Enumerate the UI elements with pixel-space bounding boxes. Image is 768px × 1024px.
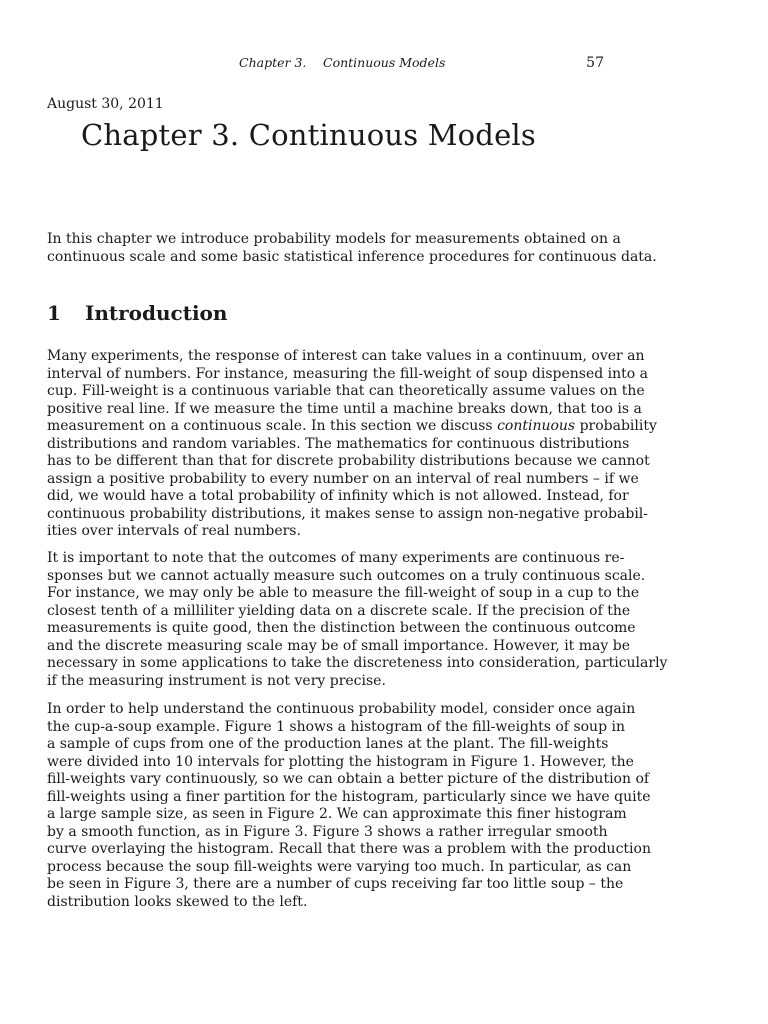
running-head <box>47 55 604 73</box>
text-line: has to be different than that for discrete probability distributions because we cannot <box>47 453 650 469</box>
text-line: ities over intervals of real numbers. <box>47 523 301 539</box>
text-line: In this chapter we introduce probability models for measurements obtained on a <box>47 231 621 247</box>
paragraph <box>47 348 657 541</box>
text-line: cup. Fill-weight is a continuous variable that can theoretically assume values on the <box>47 383 645 399</box>
text-line: the cup-a-soup example. Figure 1 shows a histogram of the fill-weights of soup in <box>47 718 625 735</box>
text-line: interval of numbers. For instance, measuring the fill-weight of soup dispensed into a <box>47 365 649 382</box>
text-line: distribution looks skewed to the left. <box>47 893 308 910</box>
text-line: It is important to note that the outcomes of many experiments are continuous re- <box>47 550 625 566</box>
text-line: sponses but we cannot actually measure such outcomes on a truly continuous scale. <box>47 567 646 584</box>
text-line: measurements is quite good, then the distinction between the continuous outcome <box>47 620 636 636</box>
text-line: did, we would have a total probability of infinity which is not allowed. Instead, for <box>47 488 629 504</box>
chapter-title: Chapter 3. Continuous Models <box>81 118 536 152</box>
text-line: be seen in Figure 3, there are a number of cups receiving far too little soup – the <box>47 876 624 892</box>
text-line: Many experiments, the response of interest can take values in a continuum, over an <box>47 348 645 364</box>
text-segment: measurement on a continuous scale. In this section we discuss <box>47 418 493 434</box>
text-line: closest tenth of a milliliter yielding data on a discrete scale. If the precision of the <box>47 602 631 619</box>
text-segment: probability <box>579 418 657 434</box>
text-line: continuous scale and some basic statistical inference procedures for continuous data. <box>47 248 657 265</box>
text-line: fill-weights using a finer partition for the histogram, particularly since we have quite <box>47 788 651 805</box>
emphasis-word: continuous <box>497 418 576 434</box>
text-line: by a smooth function, as in Figure 3. Figure 3 shows a rather irregular smooth <box>47 823 608 840</box>
text-line: and the discrete measuring scale may be of small importance. However, it may be <box>47 637 630 654</box>
text-line: if the measuring instrument is not very precise. <box>47 672 386 689</box>
intro-paragraph <box>47 231 657 266</box>
text-line: necessary in some applications to take the discreteness into consideration, particularly <box>47 655 668 671</box>
text-line: distributions and random variables. The mathematics for continuous distributions <box>47 435 630 452</box>
page-number: 57 <box>586 55 604 71</box>
document-date: August 30, 2011 <box>47 96 164 112</box>
text-line: In order to help understand the continuous probability model, consider once again <box>47 701 636 717</box>
text-line: a large sample size, as seen in Figure 2. We can approximate this finer histogram <box>47 806 627 822</box>
section-title: Introduction <box>85 301 228 325</box>
running-head-chapter: Chapter 3. <box>239 55 307 70</box>
paragraph <box>47 701 651 911</box>
text-line: continuous probability distributions, it makes sense to assign non-negative probabil- <box>47 505 649 522</box>
text-line: process because the soup fill-weights were varying too much. In particular, as can <box>47 858 632 875</box>
text-line: a sample of cups from one of the production lanes at the plant. The fill-weights <box>47 736 609 752</box>
section-number: 1 <box>47 301 61 325</box>
text-line: For instance, we may only be able to measure the fill-weight of soup in a cup to the <box>47 585 640 601</box>
paragraph <box>47 550 668 690</box>
text-line: assign a positive probability to every number on an interval of real numbers – if we <box>47 470 639 487</box>
text-line: fill-weights vary continuously, so we can obtain a better picture of the distribution of <box>47 771 650 787</box>
text-line: were divided into 10 intervals for plotting the histogram in Figure 1. However, the <box>47 753 634 770</box>
section-heading <box>47 301 227 325</box>
text-line <box>47 418 657 436</box>
running-head-title: Continuous Models <box>323 55 446 70</box>
text-line: curve overlaying the histogram. Recall that there was a problem with the production <box>47 841 651 857</box>
text-line: positive real line. If we measure the time until a machine breaks down, that too is a <box>47 400 642 417</box>
